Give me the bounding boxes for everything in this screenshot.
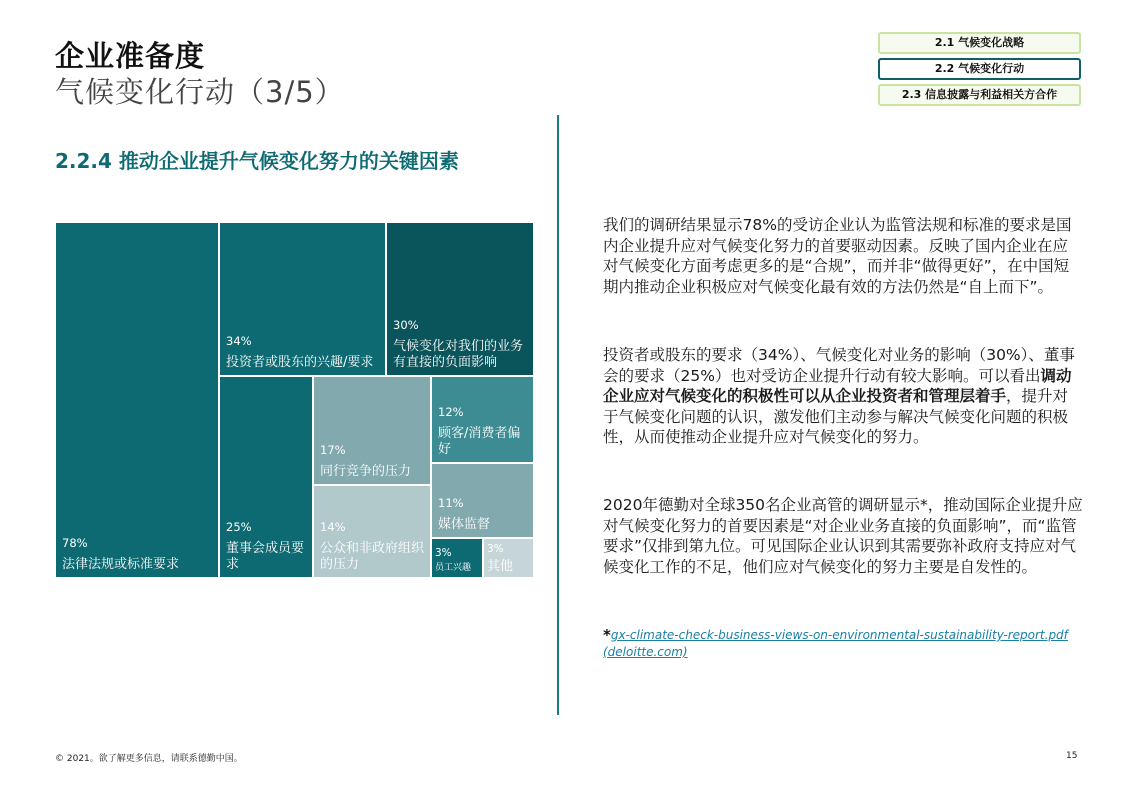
treemap-tile-other: [483, 538, 534, 578]
treemap-tile-business-impact: [386, 222, 534, 376]
tile-label: 公众和非政府组织的压力: [320, 541, 425, 572]
treemap-tile-employees: [431, 538, 483, 578]
paragraph-2: [603, 345, 1083, 448]
paragraph-3: 2020年德勤对全球350名企业高管的调研显示*，推动国际企业提升应对气候变化努力的首要因素是“对企业业务直接的负面影响”，而“监管要求”仅排到第九位。可见国际企业认识到其需要弥补政府支持应对气候变化工作的不足，他们应对气候变化的努力主要是自发性的。: [603, 496, 1083, 576]
tile-value: 25%: [226, 520, 252, 534]
tile-value: 12%: [438, 405, 464, 419]
tile-label: 顾客/消费者偏好: [438, 426, 521, 457]
treemap-chart: [55, 222, 534, 578]
tile-label: 气候变化对我们的业务有直接的负面影响: [393, 339, 524, 370]
tile-label: 董事会成员要求: [226, 541, 305, 572]
treemap-tile-customers: [431, 376, 534, 463]
page-title: 企业准备度: [55, 39, 206, 73]
tile-label: 媒体监督: [438, 517, 491, 532]
paragraph-2-text-b: ，提升对于气候变化问题的认识，激发他们主动参与解决气候变化问题的积极性，从而使推动企业提升应对气候变化的努力。: [603, 387, 1069, 446]
tile-value: 34%: [226, 334, 252, 348]
tile-label: 法律法规或标准要求: [62, 557, 180, 572]
paragraph-2-highlight: 调动企业应对气候变化的积极性可以从企业投资者和管理层着手: [603, 366, 1072, 405]
tile-value: 30%: [393, 318, 419, 332]
tile-value: 3%: [435, 547, 452, 559]
treemap-tile-media: [431, 463, 534, 538]
nav-item-2-2[interactable]: 2.2 气候变化行动: [878, 58, 1081, 80]
tile-value: 17%: [320, 443, 346, 457]
nav-item-2-1[interactable]: 2.1 气候变化战略: [878, 32, 1081, 54]
treemap-tile-regulation: [55, 222, 219, 578]
treemap-tile-investors: [219, 222, 386, 376]
page-subtitle: 气候变化行动（3/5）: [55, 75, 345, 109]
nav-item-2-3[interactable]: 2.3 信息披露与利益相关方合作: [878, 84, 1081, 106]
treemap-tile-board: [219, 376, 313, 578]
tile-value: 11%: [438, 496, 464, 510]
column-divider: [557, 115, 559, 715]
tile-label: 其他: [487, 559, 514, 574]
footnote-marker: *: [603, 626, 611, 644]
footnote: [603, 627, 1073, 661]
treemap-tile-public-ngo: [313, 485, 431, 578]
footnote-link[interactable]: gx-climate-check-business-views-on-environmental-sustainability-report.pdf (deloitte.com): [603, 628, 1068, 659]
page-number: 15: [1066, 751, 1078, 761]
tile-label: 同行竞争的压力: [320, 464, 412, 479]
paragraph-1: 我们的调研结果显示78%的受访企业认为监管法规和标准的要求是国内企业提升应对气候变化努力的首要驱动因素。反映了国内企业在应对气候变化方面考虑更多的是“合规”，而并非“做得更好”，在中国短期内推动企业积极应对气候变化最有效的方法仍然是“自上而下”。: [603, 216, 1072, 296]
paragraph-2-text-a: 投资者或股东的要求（34%）、气候变化对业务的影响（30%）、董事会的要求（25%）也对受访企业提升行动有较大影响。可以看出: [603, 346, 1075, 385]
footer-copyright: © 2021。欲了解更多信息，请联系德勤中国。: [55, 754, 243, 764]
tile-label: 投资者或股东的兴趣/要求: [226, 355, 374, 370]
tile-value: 78%: [62, 536, 88, 550]
section-nav: [878, 32, 1081, 110]
tile-value: 14%: [320, 520, 346, 534]
tile-value: 3%: [487, 543, 504, 555]
treemap-tile-peers: [313, 376, 431, 485]
section-heading: 2.2.4 推动企业提升气候变化努力的关键因素: [55, 149, 459, 173]
tile-label: 员工兴趣: [435, 563, 472, 573]
